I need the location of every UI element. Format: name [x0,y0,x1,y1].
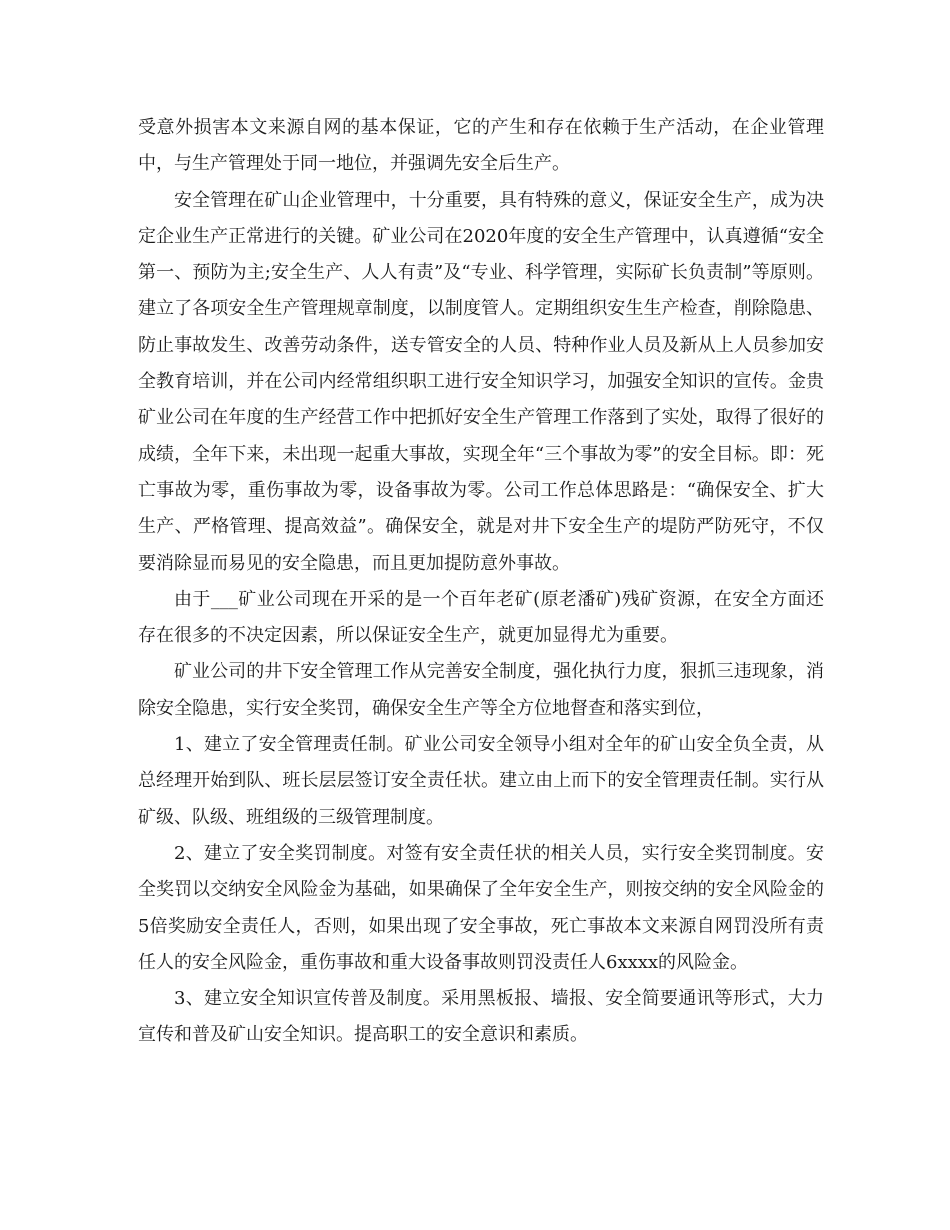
paragraph-7: 3、建立安全知识宣传普及制度。采用黑板报、墙报、安全简要通讯等形式，大力宣传和普及矿山安全知识。提高职工的安全意识和素质。 [138,988,824,1046]
document-body [138,110,824,1054]
paragraph-4: 矿业公司的井下安全管理工作从完善安全制度，强化执行力度，狠抓三违现象，消除安全隐患，实行安全奖罚，确保安全生产等全方位地督查和落实到位， [138,661,824,719]
paragraph-3: 由于___矿业公司现在开采的是一个百年老矿(原老潘矿)残矿资源，在安全方面还存在很多的不决定因素，所以保证安全生产，就更加显得尤为重要。 [138,588,824,647]
paragraph-1: 受意外损害本文来源自网的基本保证，它的产生和存在依赖于生产活动，在企业管理中，与生产管理处于同一地位，并强调先安全后生产。 [138,117,824,175]
paragraph-2: 安全管理在矿山企业管理中，十分重要，具有特殊的意义，保证安全生产，成为决定企业生产正常进行的关键。矿业公司在2020年度的安全生产管理中，认真遵循“安全第一、预防为主;安全生产、人人有责”及“专业、科学管理，实际矿长负责制”等原则。建立了各项安全生产管理规章制度，以制度管人。定期组织安生生产检查，削除隐患、防止事故发生、改善劳动条件，送专管安全的人员、特种作业人员及新从上人员参加安全教育培训，并在公司内经常组织职工进行安全知识学习，加强安全知识的宣传。金贵矿业公司在年度的生产经营工作中把抓好安全生产管理工作落到了实处，取得了很好的成绩，全年下来，未出现一起重大事故，实现全年“三个事故为零”的安全目标。即：死亡事故为零，重伤事故为零，设备事故为零。公司工作总体思路是：“确保安全、扩大生产、严格管理、提高效益”。确保安全，就是对井下安全生产的堤防严防死守，不仅要消除显而易见的安全隐患，而且更加提防意外事故。 [138,189,824,574]
paragraph-5: 1、建立了安全管理责任制。矿业公司安全领导小组对全年的矿山安全负全责，从总经理开始到队、班长层层签订安全责任状。建立由上而下的安全管理责任制。实行从矿级、队级、班组级的三级管理制度。 [138,734,824,828]
paragraph-6: 2、建立了安全奖罚制度。对签有安全责任状的相关人员，实行安全奖罚制度。安全奖罚以交纳安全风险金为基础，如果确保了全年安全生产，则按交纳的安全风险金的5倍奖励安全责任人，否则，如果出现了安全事故，死亡事故本文来源自网罚没所有责任人的安全风险金，重伤事故和重大设备事故则罚没责任人6xxxx的风险金。 [138,842,824,973]
